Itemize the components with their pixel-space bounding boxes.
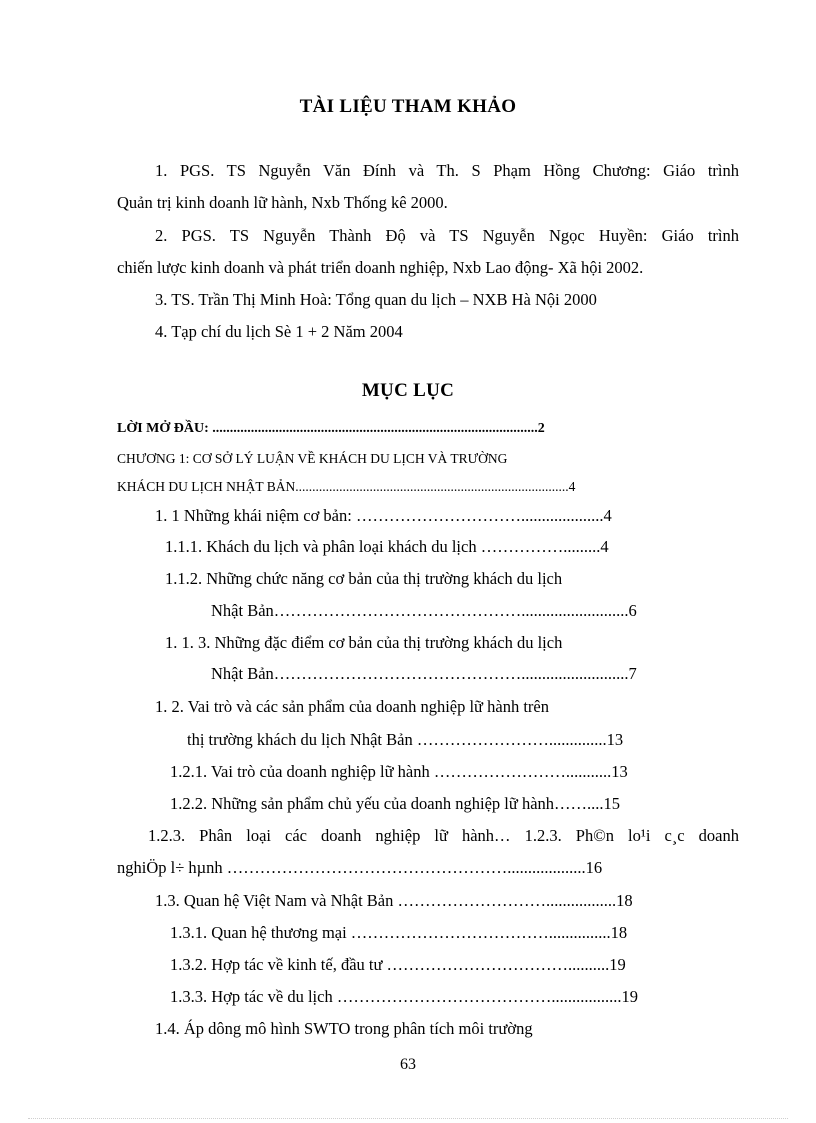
toc-entry-1-3-3: 1.3.3. Hợp tác về du lịch ………………………………….................19	[170, 987, 638, 1006]
toc-entry-1-4: 1.4. Áp dông mô hình SWTO trong phân tích môi trường	[155, 1019, 533, 1038]
footer-divider	[28, 1118, 788, 1119]
toc-entry-1-1-2-line-1: 1.1.2. Những chức năng cơ bản của thị trường khách du lịch	[165, 569, 563, 588]
toc-entry-1-1-2-line-2: Nhật Bản………………………………………..........................6	[211, 601, 637, 620]
toc-entry-1-1-3-line-1: 1. 1. 3. Những đặc điểm cơ bản của thị trường khách du lịch	[165, 633, 563, 652]
reference-item-2-line-1: 2. PGS. TS Nguyễn Thành Độ và TS Nguyễn Ngọc Huyền: Giáo trình	[155, 226, 739, 245]
reference-item-2-line-2: chiến lược kinh doanh và phát triển doanh nghiệp, Nxb Lao động- Xã hội 2002.	[117, 258, 644, 277]
toc-entry-1-2-2: 1.2.2. Những sản phẩm chủ yếu của doanh nghiệp lữ hành……....15	[170, 794, 621, 813]
toc-entry-1-2-line-1: 1. 2. Vai trò và các sản phẩm của doanh nghiệp lữ hành trên	[155, 697, 549, 716]
toc-entry-1-2-line-2: thị trường khách du lịch Nhật Bản ……………………..............13	[187, 730, 624, 749]
toc-entry-1-3-2: 1.3.2. Hợp tác về kinh tế, đầu tư ……………………………..........19	[170, 955, 626, 974]
toc-entry-1-1-3-line-2: Nhật Bản………………………………………..........................7	[211, 664, 637, 683]
reference-item-3: 3. TS. Trần Thị Minh Hoà: Tổng quan du lịch – NXB Hà Nội 2000	[155, 290, 597, 309]
toc-entry-intro: LỜI MỞ ĐẦU: .............................................................................................2	[117, 421, 545, 436]
toc-entry-1-2-3-line-1: 1.2.3. Phân loại các doanh nghiệp lữ hành… 1.2.3. Ph©n lo¹i c¸c doanh	[148, 826, 739, 845]
toc-entry-1-2-1: 1.2.1. Vai trò của doanh nghiệp lữ hành ……………………...........13	[170, 762, 628, 781]
toc-title: MỤC LỤC	[361, 380, 455, 401]
toc-entry-chapter-1-line-2: KHÁCH DU LỊCH NHẬT BẢN.................................................................................4	[117, 479, 576, 494]
reference-item-1-line-2: Quản trị kinh doanh lữ hành, Nxb Thống kê 2000.	[117, 193, 448, 212]
toc-entry-1-3: 1.3. Quan hệ Việt Nam và Nhật Bản ……………………….................18	[155, 891, 633, 910]
reference-item-4: 4. Tạp chí du lịch Sè 1 + 2 Năm 2004	[155, 322, 403, 341]
references-title: TÀI LIỆU THAM KHẢO	[299, 96, 517, 117]
reference-item-1-line-1: 1. PGS. TS Nguyễn Văn Đính và Th. S Phạm Hồng Chương: Giáo trình	[155, 161, 739, 180]
page-number: 63	[400, 1056, 416, 1073]
toc-entry-1-2-3-line-2: nghiÖp l÷ hµnh ……………………………………………...................16	[117, 858, 603, 877]
toc-entry-1-3-1: 1.3.1. Quan hệ thương mại ………………………………...............18	[170, 923, 628, 942]
toc-entry-1-1: 1. 1 Những khái niệm cơ bản: …………………………....................4	[155, 506, 612, 525]
toc-entry-1-1-1: 1.1.1. Khách du lịch và phân loại khách du lịch …………….........4	[165, 537, 609, 556]
toc-entry-chapter-1-line-1: CHƯƠNG 1: CƠ SỞ LÝ LUẬN VỀ KHÁCH DU LỊCH VÀ TRƯỜNG	[117, 451, 508, 466]
